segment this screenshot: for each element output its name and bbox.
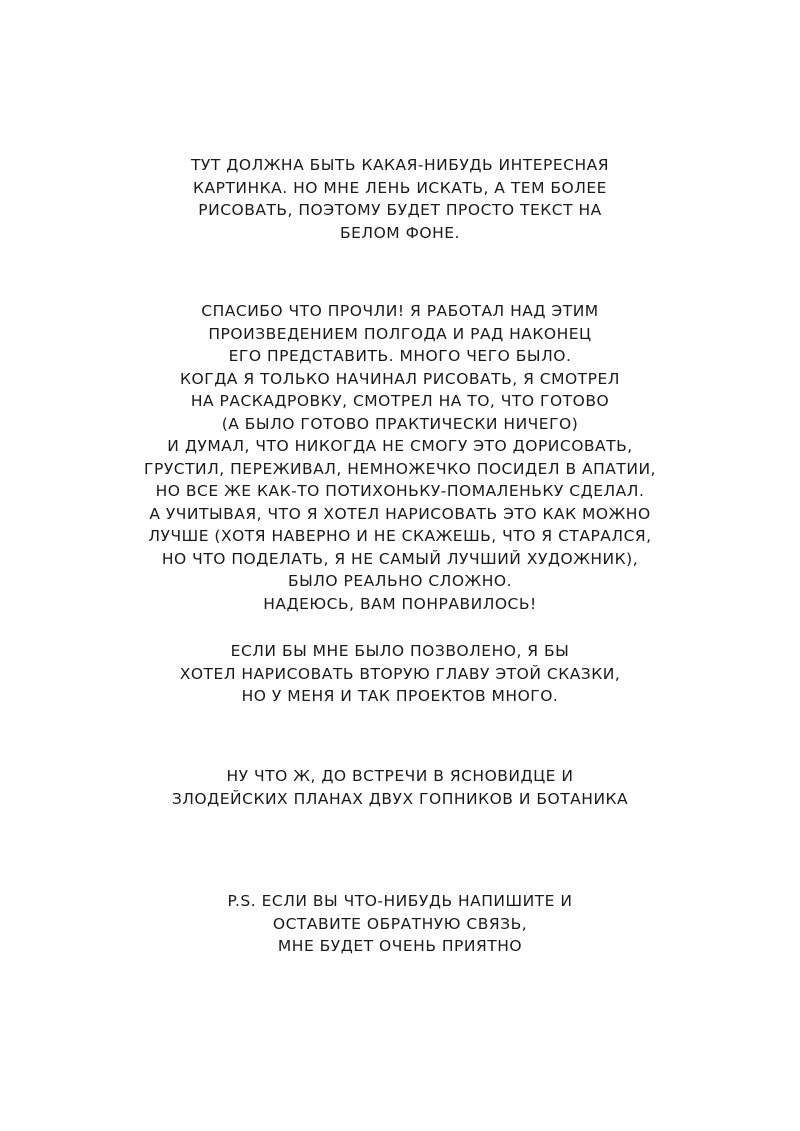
text-line: P.S. ЕСЛИ ВЫ ЧТО-НИБУДЬ НАПИШИТЕ И — [227, 892, 573, 910]
text-line: ЛУЧШЕ (ХОТЯ НАВЕРНО И НЕ СКАЖЕШЬ, ЧТО Я СТАРАЛСЯ, — [148, 527, 652, 545]
text-line: ОСТАВИТЕ ОБРАТНУЮ СВЯЗЬ, — [272, 914, 528, 933]
text-line: КАРТИНКА. НО МНЕ ЛЕНЬ ИСКАТЬ, А ТЕМ БОЛЕЕ — [193, 178, 607, 197]
text-line: НО ВСЕ ЖЕ КАК-ТО ПОТИХОНЬКУ-ПОМАЛЕНЬКУ СДЕЛАЛ. — [155, 482, 645, 500]
text-line: ЕСЛИ БЫ МНЕ БЫЛО ПОЗВОЛЕНО, Я БЫ — [230, 642, 570, 660]
intro-paragraph — [100, 154, 700, 244]
sequel-paragraph — [100, 640, 700, 708]
text-line: БЫЛО РЕАЛЬНО СЛОЖНО. — [287, 572, 513, 590]
text-line: НУ ЧТО Ж, ДО ВСТРЕЧИ В ЯСНОВИДЦЕ И — [226, 767, 574, 785]
text-line: А УЧИТЫВАЯ, ЧТО Я ХОТЕЛ НАРИСОВАТЬ ЭТО КАК МОЖНО — [149, 504, 651, 523]
text-line: КОГДА Я ТОЛЬКО НАЧИНАЛ РИСОВАТЬ, Я СМОТРЕЛ — [180, 369, 620, 388]
text-line: НА РАСКАДРОВКУ, СМОТРЕЛ НА ТО, ЧТО ГОТОВО — [190, 392, 610, 410]
text-line: РИСОВАТЬ, ПОЭТОМУ БУДЕТ ПРОСТО ТЕКСТ НА — [198, 201, 602, 219]
text-line: (А БЫЛО ГОТОВО ПРАКТИЧЕСКИ НИЧЕГО) — [221, 414, 579, 433]
thanks-paragraph — [100, 300, 700, 615]
text-line: НАДЕЮСЬ, ВАМ ПОНРАВИЛОСЬ! — [263, 594, 537, 613]
text-line: ГРУСТИЛ, ПЕРЕЖИВАЛ, НЕМНОЖЕЧКО ПОСИДЕЛ В АПАТИИ, — [144, 459, 656, 478]
text-line: НО У МЕНЯ И ТАК ПРОЕКТОВ МНОГО. — [241, 687, 559, 705]
text-line: МНЕ БУДЕТ ОЧЕНЬ ПРИЯТНО — [277, 937, 523, 955]
text-line: ПРОИЗВЕДЕНИЕМ ПОЛГОДА И РАД НАКОНЕЦ — [208, 324, 592, 343]
text-line: ЗЛОДЕЙСКИХ ПЛАНАХ ДВУХ ГОПНИКОВ И БОТАНИКА — [171, 789, 629, 808]
text-line: БЕЛОМ ФОНЕ. — [339, 223, 460, 242]
postscript-paragraph — [100, 890, 700, 958]
text-line: И ДУМАЛ, ЧТО НИКОГДА НЕ СМОГУ ЭТО ДОРИСОВАТЬ, — [167, 437, 633, 455]
text-line: НО ЧТО ПОДЕЛАТЬ, Я НЕ САМЫЙ ЛУЧШИЙ ХУДОЖНИК), — [161, 549, 639, 568]
text-line: ТУТ ДОЛЖНА БЫТЬ КАКАЯ-НИБУДЬ ИНТЕРЕСНАЯ — [190, 156, 610, 174]
text-line: ХОТЕЛ НАРИСОВАТЬ ВТОРУЮ ГЛАВУ ЭТОЙ СКАЗКИ, — [179, 664, 621, 683]
farewell-paragraph — [100, 765, 700, 810]
text-line: СПАСИБО ЧТО ПРОЧЛИ! Я РАБОТАЛ НАД ЭТИМ — [201, 302, 599, 320]
text-line: ЕГО ПРЕДСТАВИТЬ. МНОГО ЧЕГО БЫЛО. — [228, 347, 572, 365]
